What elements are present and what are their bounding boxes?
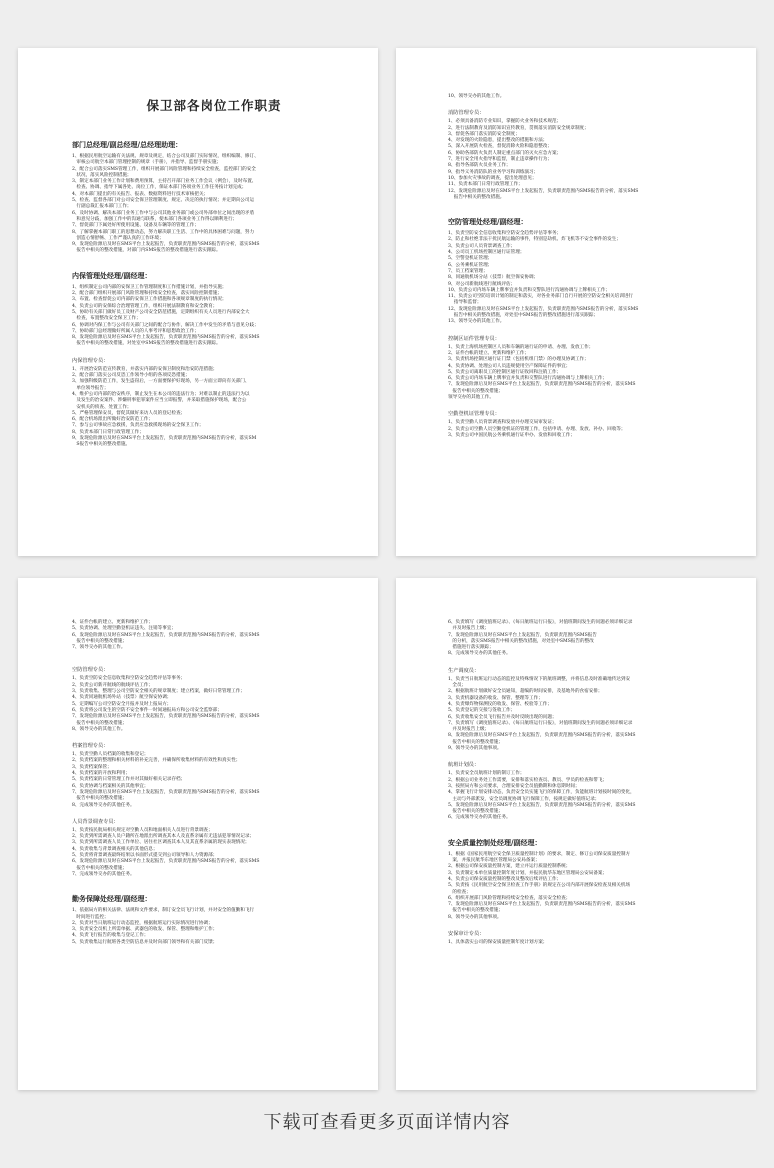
text-line: 6、协助各部防火负责人制定重点部门的灭火应急方案； [448, 150, 562, 156]
text-line: 6、协调对内保工作与公司有关部门之间的配合与协作，解决工作中发生的矛盾与意见分歧； [72, 322, 259, 328]
text-line: 5、空警登机证管理； [448, 256, 493, 262]
text-line: 8、完成领导交办的其他任务。 [72, 802, 135, 808]
section-heading: 勤务保障处经理/副经理： [72, 894, 152, 904]
text-line: 报告中相关的整改措施，对处室中SMS报告的整改措施进行落实跟踪。 [72, 341, 221, 347]
section-heading: 安全质量控制处经理/副经理： [448, 837, 542, 847]
text-line: 3、负责档案保管； [72, 764, 112, 770]
text-line: 单位领导报告； [72, 385, 109, 391]
text-line: 7、发现危险源后及时在SMS平台上发起报告，负责职责范围内SMS报告的分析，落实SMS [448, 382, 636, 388]
text-line: 5、负责收集运行航班各类空防信息并及时向部门领导和有关部门反馈； [72, 939, 218, 945]
text-line: 4、对发现的火险隐患，提出整改的措施和方法； [448, 138, 548, 144]
text-line: 3、布置、检查督促公司内部的安保卫工作措施和各项规章制度的执行情况； [72, 297, 227, 303]
text-line: 检查、协调、指导下属各处、岗位工作，保证本部门各项业务工作任务按计划完成； [72, 185, 247, 191]
text-line: 措施进行落实跟踪； [448, 645, 494, 651]
text-line: 2、负责档案的整理和相关材料的补充完善，并确保所收集材料的有效性和真实性； [72, 758, 241, 764]
text-line: 8、领导交办的其他事项。 [448, 914, 502, 920]
text-line: 4、对本部门提出的有关报告、报表、数据资料进行技术审核把关； [72, 191, 209, 197]
text-line: 3、负责公司中国民航公务乘机通行证申办、发放和回收工作； [448, 432, 575, 438]
text-line: 3、负责公司人员背景调查工作； [448, 243, 516, 249]
text-line: 时间进行监控； [72, 914, 109, 920]
text-line: 8、发现危险源后及时在SMS平台上发起报告，负责职责范围内SMS报告的分析，落实SMS [72, 335, 260, 341]
text-line: 7、领导交办的其他工作。 [72, 645, 126, 651]
text-line: 12、发现危险源后及时在SMS平台上发起报告，负责职责范围内SMS报告的分析，落实SMS [448, 188, 639, 194]
text-line: 5、负责登记的交接与签收工作； [448, 708, 516, 714]
text-line: 2、证件台帐的建立、更新和维护工作； [448, 350, 530, 356]
text-line: 1、负责空防安全信息收集和空防安全趋势评估等事务； [448, 231, 562, 237]
text-line: 4、负责同通航机场外站（技票）航空保安协调； [72, 695, 172, 701]
subsection-heading: 控制区证件管理专员： [448, 335, 500, 342]
text-line: 4、负责协调、处理公司人员违规使用空产保障证件的事宜； [448, 363, 571, 369]
text-line: 报告中相关的整改措施，对处室中SMS报告的整改措施进行落实跟踪； [448, 313, 599, 319]
text-line: 6、负责收集安全员飞行报告并及时反映出现的问题； [448, 714, 557, 720]
text-line: 2、防止和杜绝非法干扰民航运输的事件，特别是劫机、炸飞机等不安全事件的发生； [448, 237, 621, 243]
text-line: 7、完成领导交办的其他任务。 [72, 871, 135, 877]
text-line: 5、负责按《民用航空安全保卫检查工作手册》的规定在公司内部开展保安检查及相关机场 [448, 883, 631, 889]
text-line: 2、进行法制教育及消防知识宣传教育，贯彻落实消防安全规章制度； [448, 125, 589, 131]
text-line: 报告中相关的整改措施； [448, 908, 503, 914]
subsection-heading: 安保审计专员： [448, 930, 485, 937]
text-line: 1、负责当日航班运行动态的监控及特殊情况下的航班调整，并将信息及时准确地传达到安 [448, 676, 631, 682]
text-line: 1、依据局方的相关法律、法规和文件要求，制订安全员飞行计划，并对安全的值勤和飞行 [72, 908, 255, 914]
text-line: 8、指导各部防火员业务工作； [448, 163, 511, 169]
text-line: 4、负责飞行报告的收集与登记工作； [72, 933, 149, 939]
text-line: 2、根据公司保安质量控制方案，建立并运行质量控制系统； [448, 864, 571, 870]
text-line: 9、对公司新航线进行航线评估； [448, 281, 516, 287]
section-spacer [72, 878, 356, 884]
subsection-heading: 航班计划员： [448, 762, 480, 769]
subsection-heading: 生产调度员： [448, 667, 480, 674]
text-line: 4、负责公司保安质量控制的整改及整改后续评估工作； [448, 876, 562, 882]
text-line: 5、协助有关部门做好员工及财产公司安全防范措施，定期组织有关人员进行内部安全大 [72, 309, 250, 315]
text-line: 5、定期编写公司空防安全月报并及时上报局方； [72, 701, 172, 707]
text-line: 主动与外部派发，安全员调度协调飞行保障工作，按规定做好值班记录； [448, 796, 600, 802]
text-line: 3、负责机场控制区通行证门禁（包括机组门禁）的办理及协调工作； [448, 357, 589, 363]
text-line: 6、发现危险源后及时在SMS平台上发起报告，负责职责范围内SMS报告的分析，落实SMS [72, 632, 260, 638]
text-line: 2、负责到所需调查人员户籍所在地派出所调查其本人及直系亲属有无违法犯罪情况记录； [72, 834, 255, 840]
text-line: 12、发现危险源后及时在SMS平台上发起报告，负责职责范围内SMS报告的分析，落实SMS [448, 306, 639, 312]
document-title: 保卫部各岗位工作职责 [146, 98, 282, 113]
text-line: 1、根据民用航空运输有关法规、规章及规定，结合公司及部门实际情况，组织编制、修订、 [72, 154, 259, 159]
text-line: 报告中相关的整改措施； [72, 638, 127, 644]
text-line: 9、指导义务消防队的业务学习和训练演习； [448, 169, 539, 175]
text-line: 6、发现危险源后及时在SMS平台上发起报告，负责职责范围内SMS报告的分析，落实SMS [72, 859, 260, 865]
text-line: 10、参加火灾事故的调查，提出处理意见； [448, 175, 537, 181]
document-page-4 [396, 578, 756, 1090]
text-line: 8、了解掌握本部门职工的思想动态，努力解决职工生活、工作中的具体困难与问题，努力 [72, 229, 255, 235]
text-line: 报告中相关的整改措施； [72, 720, 127, 726]
text-line: 2、配合部门落实公司反恐工作领导小组的各项反恐措施； [72, 373, 190, 379]
text-line: 报告中相关的整改措施。 [448, 194, 505, 200]
document-page-3 [18, 578, 378, 1090]
text-line: 2、负责公司空勤人员空勤登机证的管理工作，包括申请、办理、发放、补办、回收等； [448, 426, 626, 432]
text-line: 创造心情舒畅、工作严谨认真的工作环境； [72, 235, 164, 241]
text-line: 1、负责空勤人员档案的收集和登记； [72, 752, 149, 758]
subsection-heading: 档案管理专员： [72, 743, 109, 750]
text-line: 1、负责空勤人员背景调查和发放并办理交局审发证； [448, 420, 557, 426]
text-line: 5、负责将背景调查最终结果以书面形式提交到公司领导和人力资源部； [72, 853, 218, 859]
text-line: 7、发现危险源后及时在SMS平台上发起报告，负责职责范围内SMS报告的分析，落实SMS [72, 714, 260, 720]
text-line: 8、发现危险源后及时在SMS平台上发起报告，负责职责范围内SMS报告的分析，落实SMS [448, 733, 636, 739]
text-line: 报告中相关的整改措施； [72, 865, 127, 871]
text-line: S报告中相关的整改措施。 [72, 442, 131, 448]
text-line: 7、督促部门下属处好所使用设施、设备及车辆等的管理工作； [72, 223, 199, 229]
text-line: 4、维护公司内部的治安秩序，制止发生在本公司的违法行为；对难以制止的违法行为以 [72, 391, 250, 397]
text-line: 2、负责对当日航班运行动态监控，根据航班运行实际情况进行协调； [72, 920, 213, 926]
document-page-2 [396, 48, 756, 556]
section-spacer [72, 255, 356, 261]
text-line: 3、负责收集、整理与公司空防安全相关的规章制度；建立档案，做好日常管理工作； [72, 689, 245, 695]
text-line: 1、开展治安防范宣传教育，并落实内部的安保卫制度和治安防范措施； [72, 366, 218, 372]
text-line: 10、负责公司内场车辆上牌事宜并负责和交警队进行沟通协调与上牌相关工作； [448, 287, 611, 293]
text-line: 1、负责上海机场控制区人员和车辆的通行证的申请、办理、发放工作； [448, 344, 594, 350]
section-spacer [448, 201, 734, 207]
text-line: 4、负责档案的开放和利用； [72, 771, 131, 777]
text-line: 2、根据公司业务处工作需要，安排和落实检查员、教员、学员的检查和带飞； [448, 777, 608, 783]
section-heading: 部门总经理/副总经理/总经理助理： [72, 140, 183, 149]
text-line: 1、必须具备消防专业知识，掌握防火业务和技术规范； [448, 119, 562, 125]
text-line: 7、发现危险源后及时在SMS平台上发起报告，负责职责范围内SMS报告的分析，落实SMS [72, 789, 260, 795]
text-line: 4、负责爆炸物探测仪的收发、保管、校验等工作； [448, 701, 552, 707]
text-line: 13、领导交办的其他工作。 [448, 319, 505, 325]
text-line: 11、负责公司空防培训计划的制定和落实，对各业务部门自行开展的空防安全相关培训进行 [448, 294, 634, 300]
text-line: 3、按照局方和公司要求，合理安排安全员值勤期和休息期时间； [448, 783, 580, 789]
text-line: 4、掌握飞行计划安排动态，负责安全员实施飞行的保障工作，负能航班计划按时间的变化， [448, 790, 635, 796]
text-line: 5、严格管理保安员，督促其做好来访人员的登记检查； [72, 410, 186, 416]
text-line: 安机关的侦查、处置工作； [72, 404, 132, 410]
text-line: 5、检查、监督各部门对公司安全保卫管理制度、规定、决定的执行情况；并定期向公司运 [72, 198, 255, 204]
text-line: 行副总裁汇报本部门工作； [72, 204, 132, 210]
text-line: 7、负责填写《调度值班记录》、《每日航班运行日报》，对值班期间发生的问题必须详细记录 [448, 720, 633, 726]
text-line: 报告中相关的整改措施； [448, 739, 503, 745]
text-line: 并及时报告上级； [448, 727, 490, 733]
text-line: 9、发现危险源后及时在SMS平台上发起报告，负责职责范围内SMS报告的分析，落实SM [72, 435, 257, 441]
text-line: 11、负责本部门日常行政管理工作； [448, 182, 523, 188]
text-line: 状况，落实风险控制措施； [72, 172, 132, 178]
text-line: 和意见分歧，加强工作中的沟通与联系，使本部门各项业务工作得以顺利进行； [72, 216, 238, 222]
text-line: 4、公司员工机场控制区通行证管理； [448, 250, 525, 256]
text-line: 2、负责公司新开航线的航线评估工作； [72, 682, 154, 688]
subsection-heading: 消防管理专员： [448, 110, 485, 117]
text-line: 1、组织制定公司内部的安保卫工作管理制度和工作措施计划，并指导实施； [72, 284, 227, 290]
text-line: 6、完成领导交办的其他任务。 [448, 815, 511, 821]
text-line: 3、负责制定本单位质量控制年度计划，并报民航华东地区管理局公安局备案； [448, 870, 608, 876]
text-line: 6、负责填写《调度值班记录》、《每日航班运行日报》，对值班期间发生的问题必须详细记录 [448, 620, 633, 625]
text-line: 6、公务乘机证管理； [448, 262, 493, 268]
text-line: 3、负责机器设备的收发、保管、整理等工作； [448, 695, 543, 701]
text-line: 及发生的治安案件、涉嫌刑事犯罪案件应当立即报警，并采取措施保护现场，配合公 [72, 398, 247, 404]
text-line: 4、负责公司的安保综合治理管理工作，组织开展法制教育和安全教育； [72, 303, 218, 309]
text-line: 8、完成领导交办的其他任务。 [448, 651, 511, 657]
text-line: 8、同通航机场分站（技票）航空保安协调； [448, 275, 539, 281]
text-line: 7、发现危险源后及时在SMS平台上发起报告，负责职责范围内SMS报告的分析，落实SMS [448, 902, 636, 908]
subsection-heading: 空勤登机证管理专员： [448, 411, 500, 418]
text-line: 7、发现危险源后及时在SMS平台上发起报告，负责职责范围内SMS报告 [448, 632, 597, 638]
text-line: 7、协助部门总经理做好所属人员的人事考评和思想政治工作； [72, 328, 199, 334]
text-line: 5、负责协调、处理空勤登机证违失、注销等事宜； [72, 626, 176, 632]
text-line: 6、配合机场派出所做好治安防范工作； [72, 417, 154, 423]
subsection-heading: 人员背景调查专员： [72, 818, 119, 825]
text-line: 4、证件台帐的建立、更新和维护工作； [72, 620, 154, 625]
text-line: 4、负责收集与背景调查相关的其他信息； [72, 846, 158, 852]
text-line: 6、负责协调与档案相关的其他事宜； [72, 783, 149, 789]
text-line: 并及时报告上级； [448, 626, 490, 632]
document-page-1 [18, 48, 378, 556]
text-line: 3、负责安全员机上所需单据、武器包的收发、保管、整理和维护工作； [72, 927, 218, 933]
text-line: 领导交办的其他工作。 [448, 394, 494, 400]
text-line: 10、领导交办的其他工作。 [448, 94, 505, 99]
text-line: 5、负责档案的日常管理工作并对其做好相关记录存档； [72, 777, 186, 783]
text-line: 5、负责公司离职员工的控制区通行证收回和注销工作； [448, 369, 562, 375]
text-line: 6、负责公司内场车辆上牌事宜并负责和交警队进行沟通协调与上牌相关工作； [448, 376, 608, 382]
text-line: 审核公司航空本部门管理控制的规章（手册），并指导、监督手册实施； [72, 160, 222, 166]
text-line: 1、负责空防安全信息收集和空防安全趋势评估等事务； [72, 676, 186, 682]
section-heading: 内保管理处经理/副经理： [72, 270, 152, 280]
text-line: 7、进行安全用火指导和监督，制止违章操作行为； [448, 157, 552, 163]
text-line: 报告中相关的整改措施； [448, 809, 503, 815]
text-line: 2、配合公司落实SMS管理工作，组织开展部门风险管理和持续安全检查，监控部门的安全 [72, 166, 256, 172]
text-line: 9、领导交办的其他事项。 [448, 746, 502, 752]
text-line: 9、发现危险源后及时在SMS平台上发起报告，负责职责范围内SMS报告的分析，落实SMS [72, 242, 260, 248]
text-line: 报告中相关的整改措施，对部门内SMS报告的整改措施进行落实跟踪。 [72, 248, 221, 254]
text-line: 报告中相关的整改措施； [72, 796, 127, 802]
text-line: 指导和监督； [448, 300, 482, 306]
download-more-footer[interactable]: 下载可查看更多页面详情内容 [263, 1112, 511, 1133]
subsection-heading: 内保管理专员： [72, 357, 109, 364]
text-line: 1、负责按民航局相关规定对空勤人员和地面相关人员进行背景调查； [72, 827, 213, 833]
text-line: 1、具体落实公司的保安质量控制年度计划方案； [448, 939, 548, 945]
text-line: 全员； [448, 683, 467, 689]
section-spacer [72, 651, 356, 657]
text-line: 的检查； [448, 889, 471, 895]
text-line: 案，并报民航华东地区管理局公安局备案； [448, 858, 540, 864]
text-line: 6、组织开展部门风险管理和持续安全检查，落实安全检查； [448, 895, 571, 901]
text-line: 8、领导交办的其他工作。 [72, 726, 126, 732]
text-line: 检查，布置整改安全保卫工作； [72, 316, 141, 322]
section-heading: 空防管理处经理/副经理： [448, 217, 528, 227]
text-line: 1、负责安全员航班计划的制订工作； [448, 771, 525, 777]
text-line: 的分析，落实SMS报告中相关的整改措施，对处室中SMS报告的整改 [448, 638, 594, 644]
text-line: 2、根据航班计划做好安全员通知，超编的时间安排，及基地外的食宿安排； [448, 689, 603, 695]
subsection-heading: 空防管理专员： [72, 667, 109, 674]
section-spacer [448, 822, 734, 828]
text-line: 报告中相关的整改措施； [448, 388, 503, 394]
text-line: 3、负责到所需调查人员工作单位、居住社区调查其本人及其直系亲属的现实表现情况； [72, 840, 250, 846]
text-line: 2、配合部门组织开展部门风险管理和持续安全检查，落实风险控制措施； [72, 291, 222, 297]
text-line: 3、督促各部门落实消防安全制度； [448, 131, 520, 137]
text-line: 6、及时协调、解决本部门业务工作中与公司其他业务部门或公司外部单位之间出现的矛盾 [72, 210, 255, 216]
text-line: 3、制定本部门业务工作计划和费用预算，主持召开部门业务工作会议（例会），及时布置、 [72, 179, 257, 185]
text-line: 3、加强科级防范工作，发生盗窃后，一方面要保护好现场，另一方面立即向有关部门、 [72, 379, 250, 385]
text-line: 1、根据《国家民用航空安全保卫质量控制计划》的要求，制定、修订公司保安质量控制方 [448, 851, 631, 857]
text-line: 7、员工档案管理； [448, 268, 488, 274]
text-line: 5、发现危险源后及时在SMS平台上发起报告，负责职责范围内SMS报告的分析，落实SMS [448, 802, 636, 808]
text-line: 7、参与公司事故应急救援，负责应急救援现场的安全保卫工作； [72, 423, 204, 429]
text-line: 6、负责将公司发生的空防不安全事件一时间通报局方和公司安全监察部； [72, 707, 222, 713]
text-line: 8、负责本部门日常行政管理工作； [72, 429, 144, 435]
text-line: 5、深入开展防火检查，督促消除火险和隐患整改； [448, 144, 552, 150]
